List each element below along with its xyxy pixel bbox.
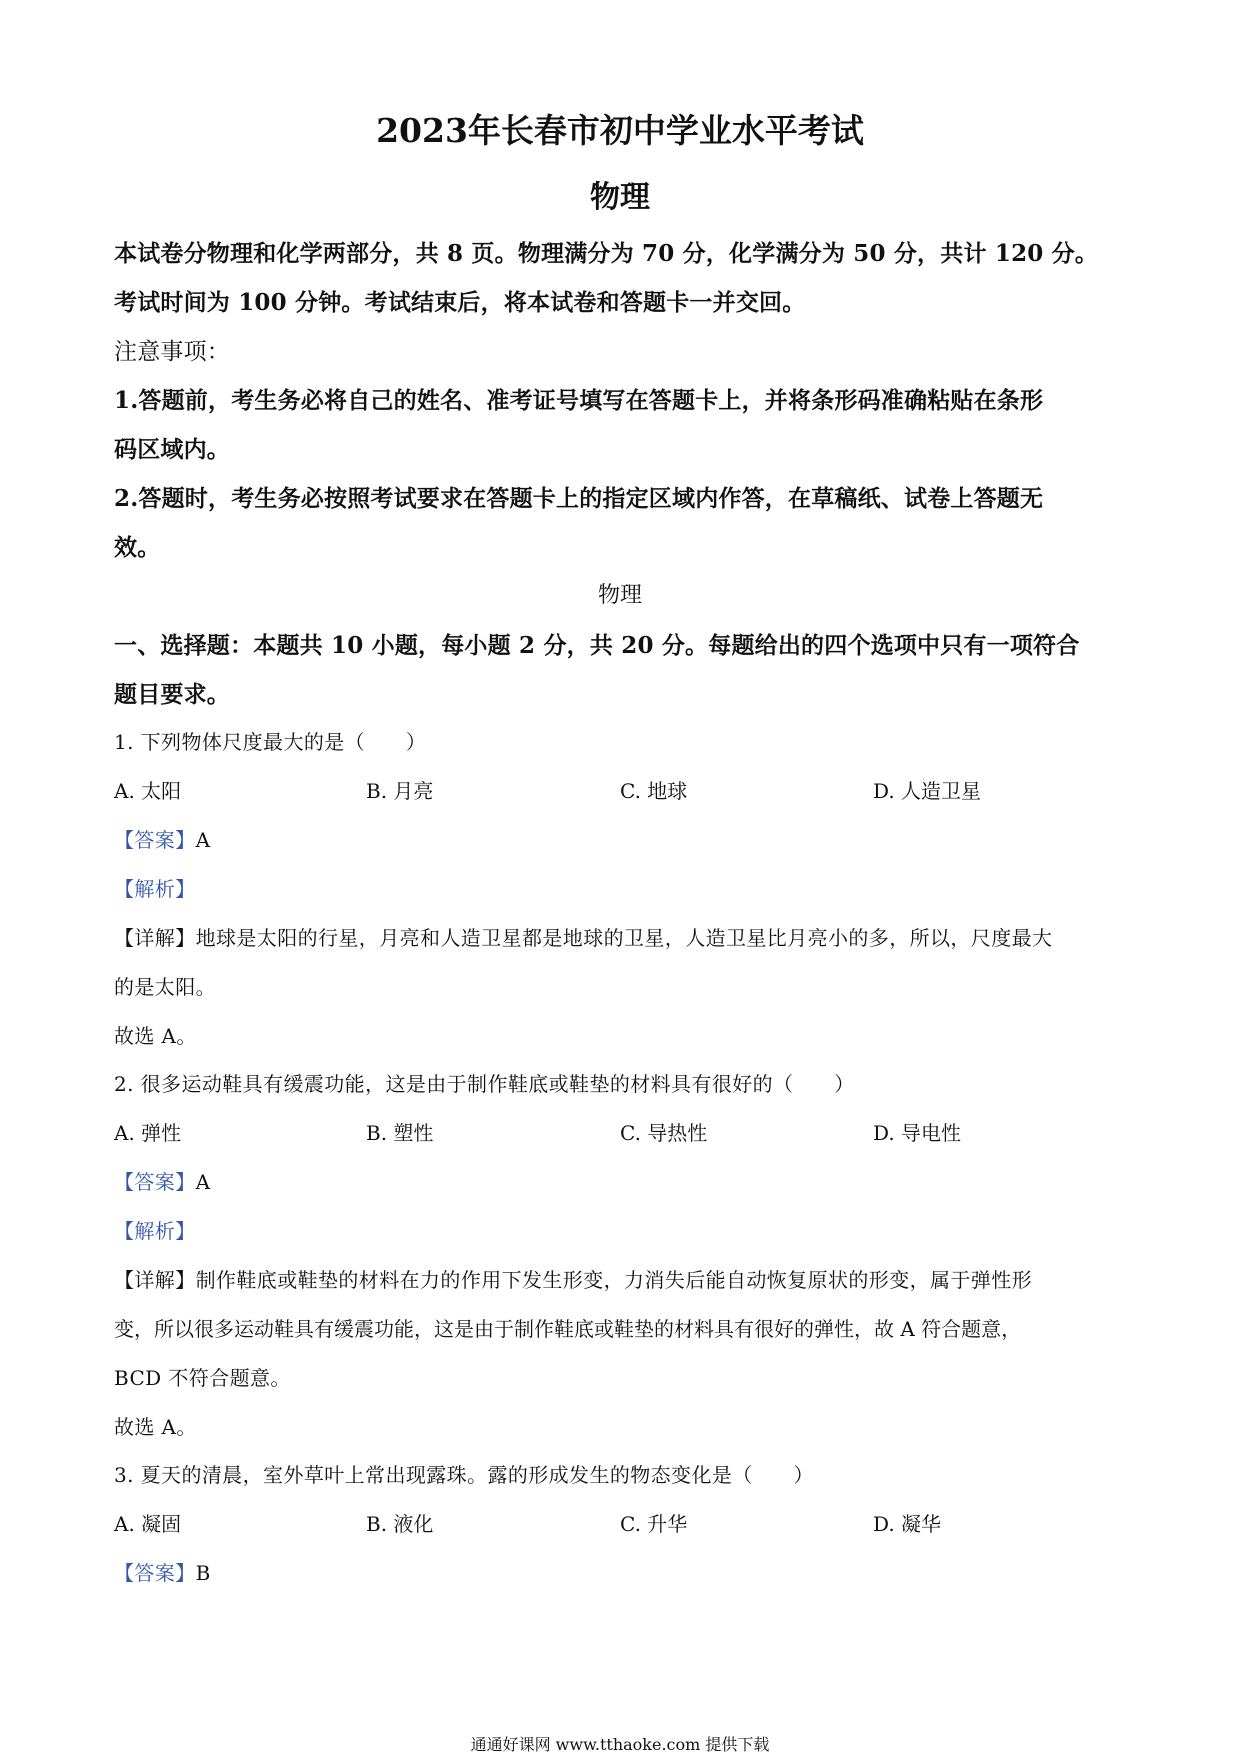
- footer-source: 通通好课网 www.tthaoke.com 提供下载: [470, 1735, 770, 1754]
- q3-stem: 3. 夏天的清晨，室外草叶上常出现露珠。露的形成发生的物态变化是（ ）: [114, 1463, 814, 1487]
- q3-answer: [114, 1557, 211, 1586]
- notice-title: 注意事项：: [114, 339, 230, 365]
- answer-label: 【答案】: [114, 1561, 196, 1585]
- q2-detail-line-2: 变，所以很多运动鞋具有缓震功能，这是由于制作鞋底或鞋垫的材料具有很好的弹性，故 A 符合题意，: [114, 1317, 1022, 1341]
- q1-conclusion: 故选 A。: [114, 1024, 197, 1048]
- answer-label: 【答案】: [114, 1170, 196, 1194]
- subject-title: 物理: [590, 180, 650, 215]
- section-subject-label: 物理: [597, 583, 642, 608]
- intro-line-1: 本试卷分物理和化学两部分，共 8 页。物理满分为 70 分，化学满分为 50 分，共计 120 分。: [114, 240, 1099, 267]
- q2-conclusion: 故选 A。: [114, 1415, 197, 1439]
- notice-2-line-1: 2.答题时，考生务必按照考试要求在答题卡上的指定区域内作答，在草稿纸、试卷上答题无: [114, 485, 1044, 512]
- q1-stem: 1. 下列物体尺度最大的是（ ）: [114, 730, 427, 754]
- q3-answer-value: B: [195, 1561, 211, 1585]
- q2-detail-line-1: [114, 1264, 1032, 1293]
- section-heading-line-2: 题目要求。: [114, 681, 230, 708]
- q1-answer: [114, 824, 210, 853]
- notice-2-line-2: 效。: [114, 534, 161, 561]
- q2-detail-text-1: 制作鞋底或鞋垫的材料在力的作用下发生形变，力消失后能自动恢复原状的形变，属于弹性形: [195, 1268, 1033, 1292]
- q2-option-c: C. 导热性: [620, 1121, 708, 1145]
- q2-detail-line-3: BCD 不符合题意。: [114, 1366, 291, 1390]
- q3-option-d: D. 凝华: [873, 1512, 942, 1536]
- analysis-label: 【解析】: [114, 1219, 196, 1243]
- q2-option-a: A. 弹性: [114, 1121, 182, 1145]
- q1-detail-line-2: 的是太阳。: [114, 975, 216, 999]
- q1-option-d: D. 人造卫星: [873, 779, 982, 803]
- q1-detail-text-1: 地球是太阳的行星，月亮和人造卫星都是地球的卫星，人造卫星比月亮小的多，所以，尺度最大: [195, 926, 1053, 950]
- intro-line-2: 考试时间为 100 分钟。考试结束后，将本试卷和答题卡一并交回。: [114, 289, 806, 316]
- answer-label: 【答案】: [114, 828, 196, 852]
- section-heading-line-1: 一、选择题：本题共 10 小题，每小题 2 分，共 20 分。每题给出的四个选项中只有一项符合: [114, 632, 1080, 659]
- q3-option-a: A. 凝固: [114, 1512, 182, 1536]
- q2-answer-value: A: [195, 1170, 211, 1194]
- q1-option-c: C. 地球: [620, 779, 688, 803]
- exam-title: 2023年长春市初中学业水平考试: [376, 111, 864, 150]
- q3-option-b: B. 液化: [366, 1512, 434, 1536]
- q2-analysis: [114, 1215, 196, 1244]
- analysis-label: 【解析】: [114, 877, 196, 901]
- detail-label: 【详解】: [114, 926, 196, 950]
- q1-detail-line-1: [114, 922, 1052, 951]
- q2-stem: 2. 很多运动鞋具有缓震功能，这是由于制作鞋底或鞋垫的材料具有很好的（ ）: [114, 1072, 855, 1096]
- q2-option-d: D. 导电性: [873, 1121, 962, 1145]
- q1-option-a: A. 太阳: [114, 779, 182, 803]
- q1-analysis: [114, 873, 196, 902]
- q1-answer-value: A: [195, 828, 211, 852]
- q3-option-c: C. 升华: [620, 1512, 688, 1536]
- notice-1-line-1: 1.答题前，考生务必将自己的姓名、准考证号填写在答题卡上，并将条形码准确粘贴在条形: [114, 387, 1044, 414]
- q2-option-b: B. 塑性: [366, 1121, 434, 1145]
- notice-1-line-2: 码区域内。: [114, 436, 230, 463]
- q1-option-b: B. 月亮: [366, 779, 434, 803]
- detail-label: 【详解】: [114, 1268, 196, 1292]
- q2-answer: [114, 1166, 210, 1195]
